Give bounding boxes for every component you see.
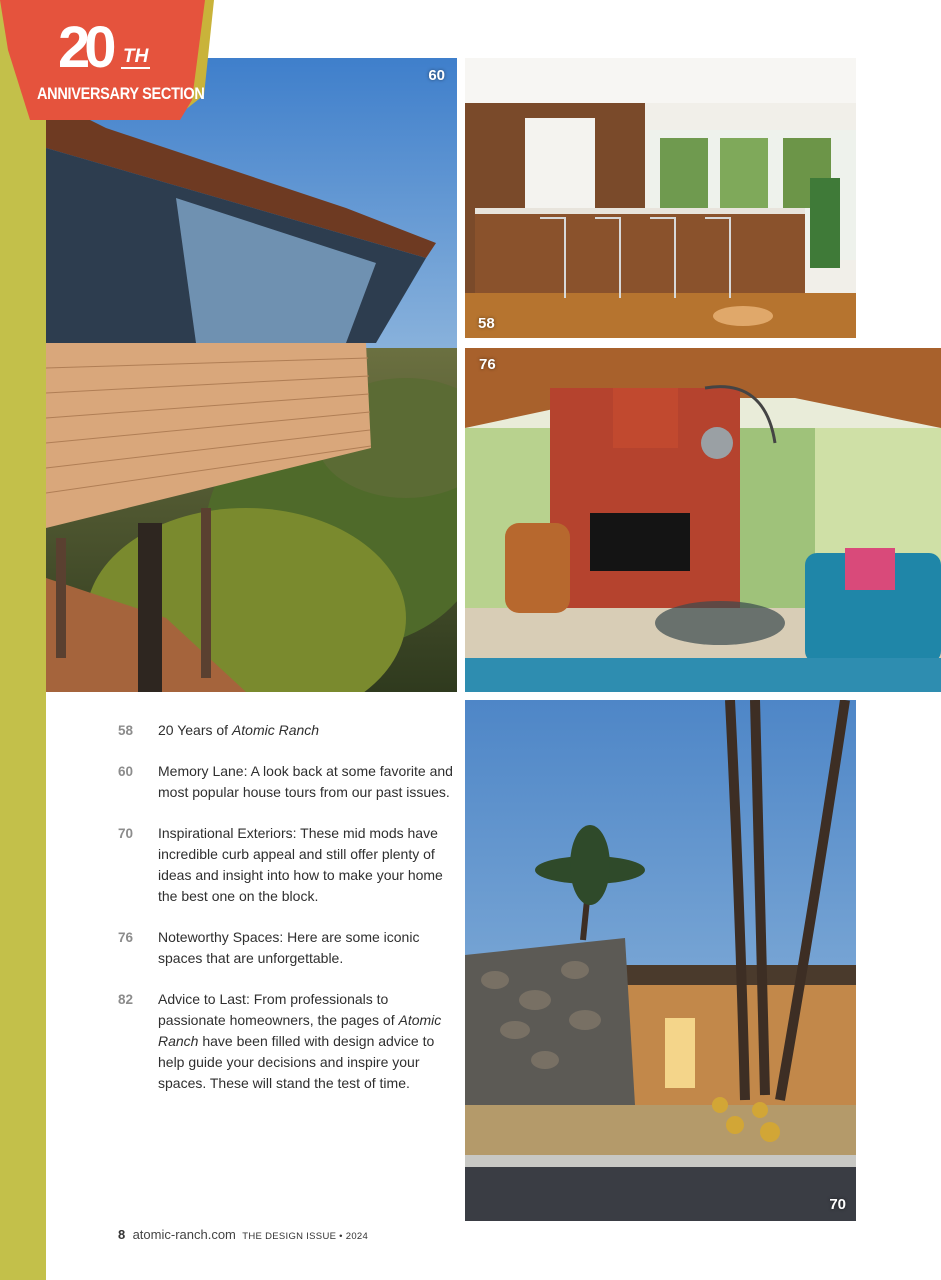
kitchen-photo <box>465 58 856 338</box>
toc-item <box>118 720 458 741</box>
badge-suffix: TH <box>123 46 149 67</box>
toc-page-number: 76 <box>118 930 134 945</box>
badge-number: 20 <box>58 15 111 80</box>
anniversary-badge <box>0 0 220 125</box>
photo-page-number: 60 <box>428 67 445 84</box>
badge-subtitle: ANNIVERSARY SECTION <box>37 85 205 104</box>
toc-text: Noteworthy Spaces: Here are some iconic spaces that are unforgettable. <box>158 929 420 966</box>
footer-site: atomic-ranch.com <box>132 1227 236 1242</box>
toc-item <box>118 761 458 803</box>
photo-page-number: 76 <box>479 356 496 373</box>
toc-page-number: 58 <box>118 723 134 738</box>
living-room-photo <box>465 348 941 692</box>
toc-text: Memory Lane: A look back at some favorite and most popular house tours from our past issues. <box>158 763 453 800</box>
footer-issue: THE DESIGN ISSUE • 2024 <box>242 1231 369 1242</box>
toc-page-number: 60 <box>118 764 134 779</box>
toc-page-number: 70 <box>118 826 134 841</box>
toc-text: 20 Years of Atomic Ranch <box>158 722 320 738</box>
page-footer <box>118 1227 368 1242</box>
toc-item <box>118 989 458 1094</box>
photo-page-number: 58 <box>478 315 495 332</box>
toc-text: Advice to Last: From professionals to passionate homeowners, the pages of Atomic Ranch have been filled with design advice to help guide your decisions and inspire your spaces. These will stand the test of time. <box>158 991 442 1091</box>
footer-page-number: 8 <box>118 1227 126 1242</box>
sidebar-color-bar <box>0 0 46 1280</box>
toc-item <box>118 823 458 907</box>
house-photo <box>46 58 457 692</box>
toc-item <box>118 927 458 969</box>
exterior-photo <box>465 700 856 1221</box>
toc-text: Inspirational Exteriors: These mid mods have incredible curb appeal and still offer plenty of ideas and insight into how to make your home the best one on the block. <box>158 825 443 904</box>
table-of-contents <box>118 720 458 1114</box>
photo-page-number: 70 <box>829 1196 846 1213</box>
toc-page-number: 82 <box>118 992 134 1007</box>
